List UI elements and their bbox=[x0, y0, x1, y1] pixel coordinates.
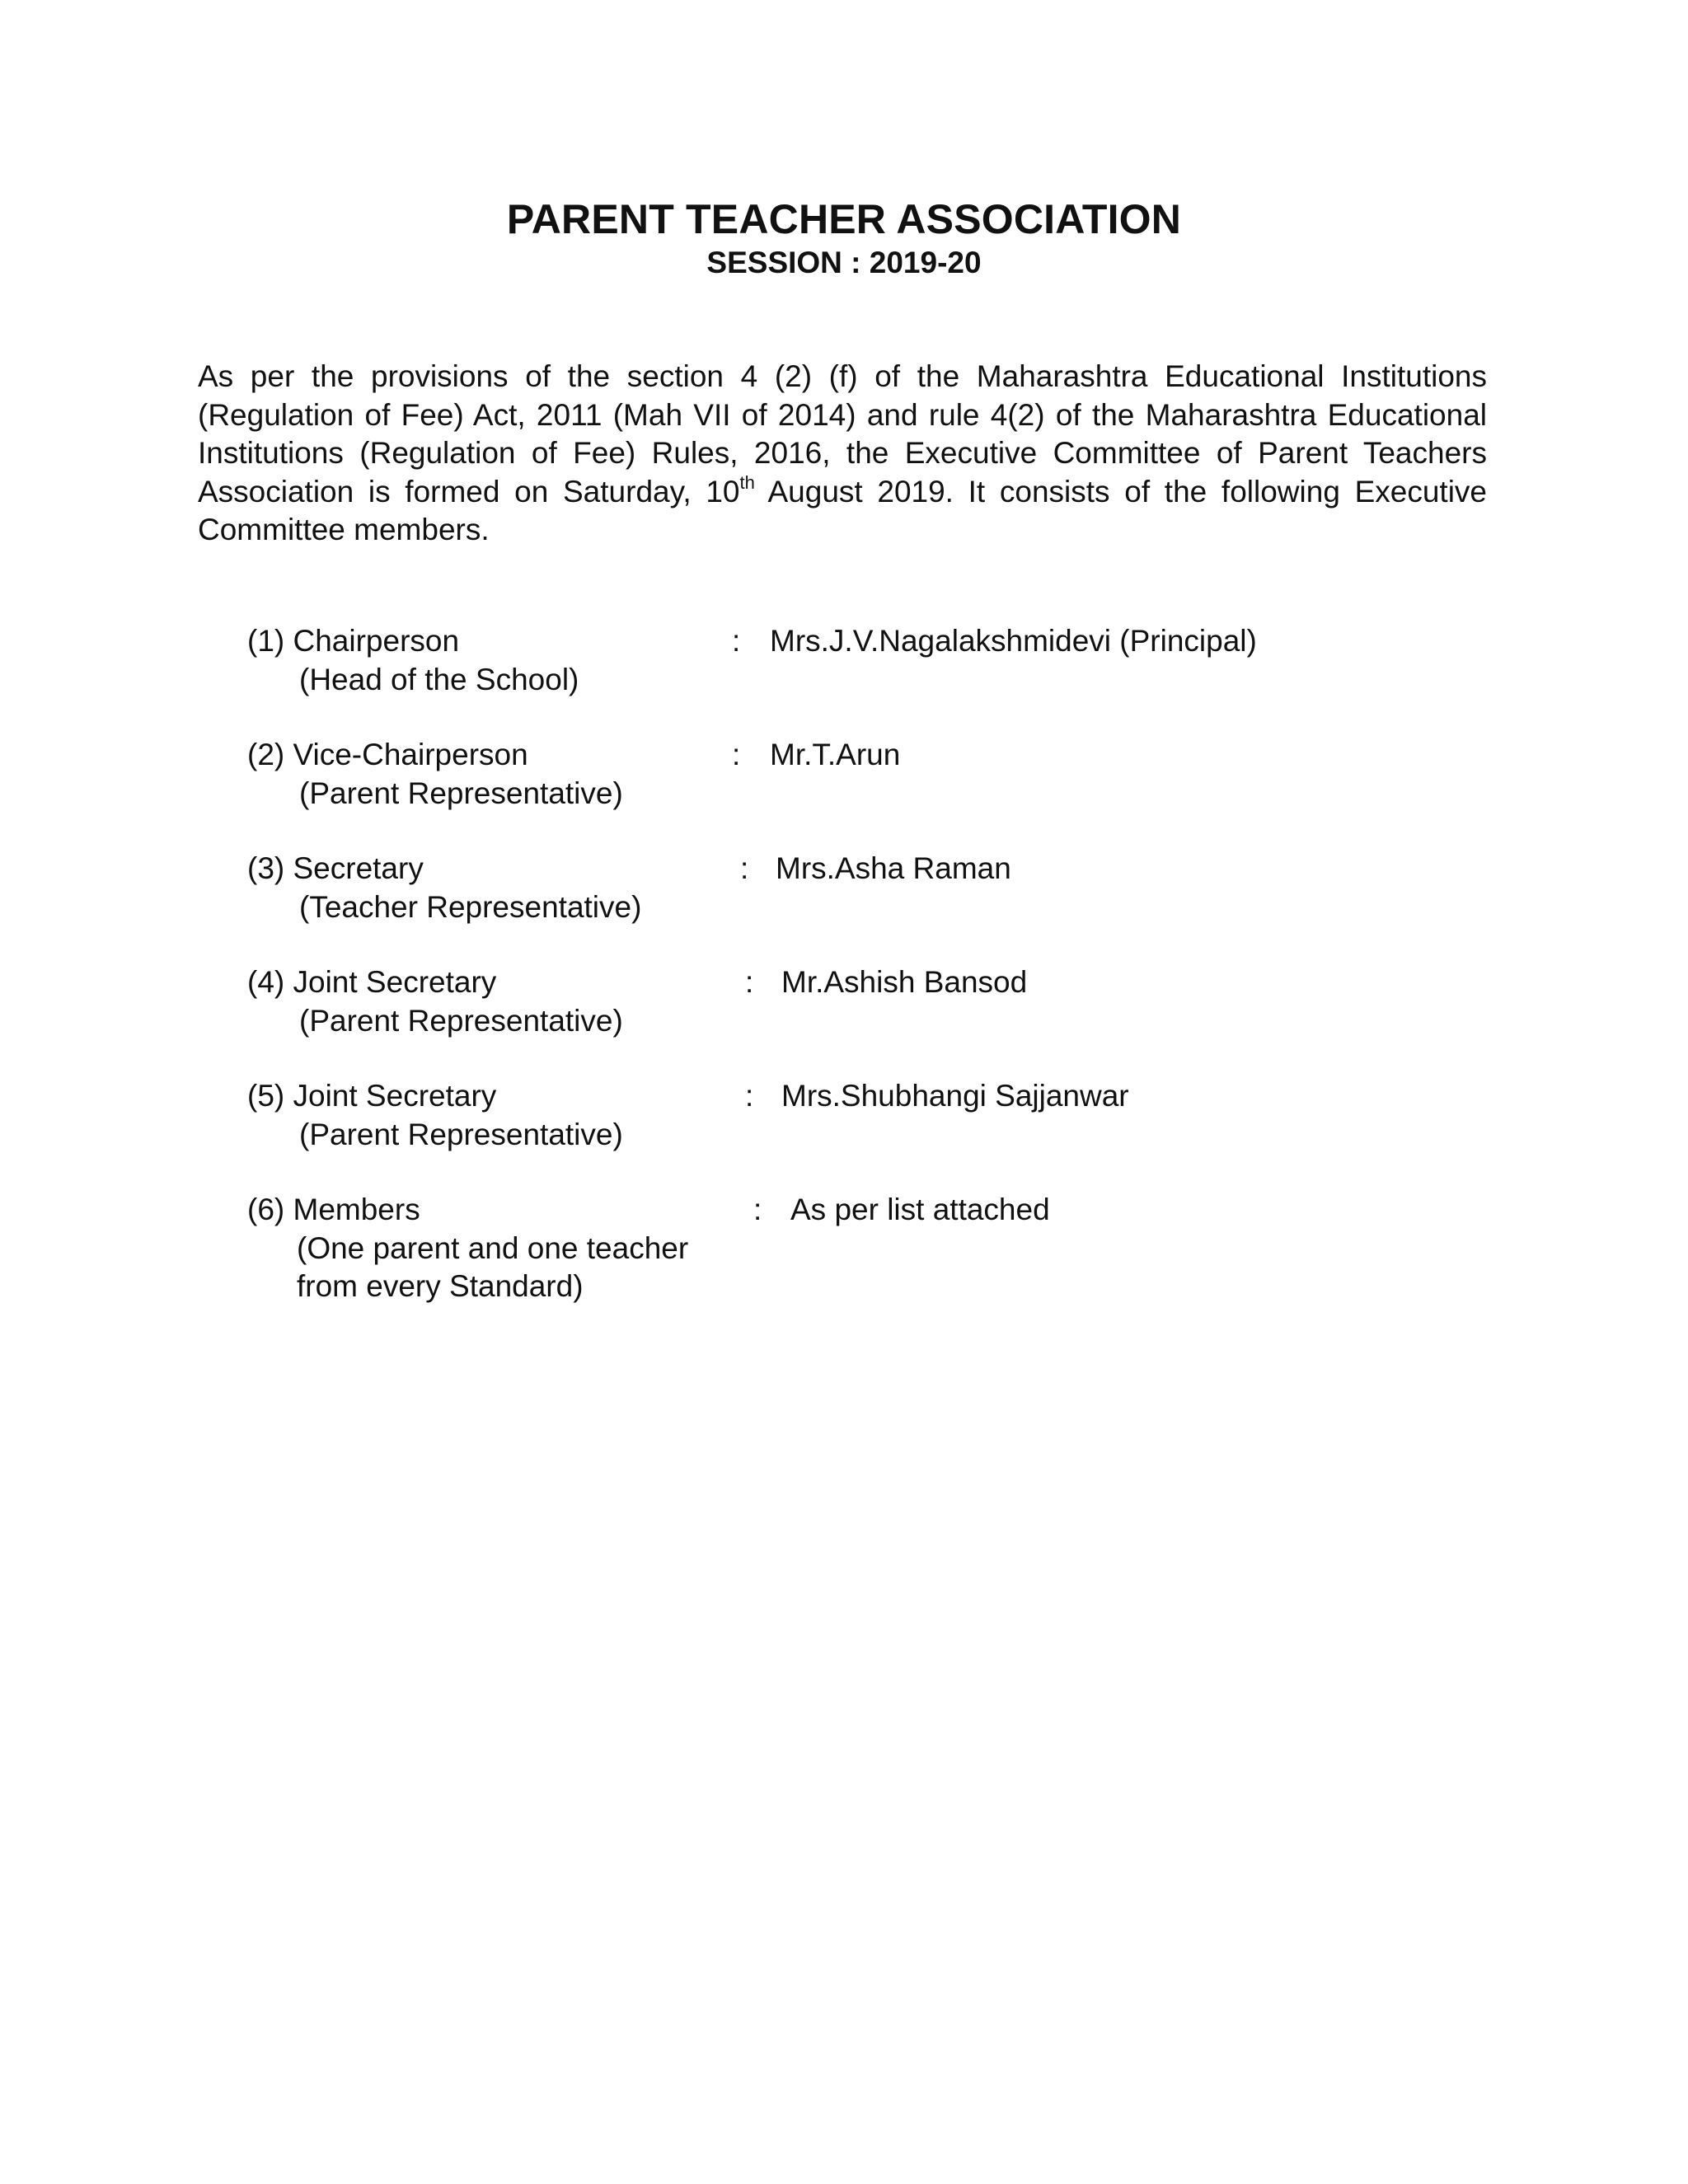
member-role: (1) Chairperson bbox=[247, 624, 460, 658]
member-colon: : bbox=[732, 624, 741, 658]
member-role-description: (One parent and one teacher bbox=[297, 1230, 689, 1265]
member-role: (5) Joint Secretary bbox=[247, 1079, 497, 1113]
member-row-chairperson bbox=[0, 622, 1688, 738]
member-colon: : bbox=[753, 1193, 762, 1226]
member-colon: : bbox=[740, 851, 749, 885]
member-name: Mrs.J.V.Nagalakshmidevi (Principal) bbox=[770, 624, 1257, 658]
date-ordinal-suffix: th bbox=[739, 472, 755, 494]
member-role-description: (Parent Representative) bbox=[299, 1117, 623, 1151]
member-role-description-line-2: from every Standard) bbox=[297, 1269, 584, 1303]
member-name: Mrs.Asha Raman bbox=[776, 851, 1011, 885]
member-role-description: (Head of the School) bbox=[299, 662, 579, 696]
member-row-joint-secretary-2 bbox=[0, 1077, 1688, 1193]
intro-text-start: As per the provisions of the section 4 (2) (f) of the Maharashtra Educational Institutions (Regulation of Fee) Act, 2011 (Mah VII of 2014) and rule 4(2) of the Maharashtra Educational Institutions (Regulation of Fee) Rules, 2016, the Executive Committee of Parent Teachers Association is formed on Saturday, 10 bbox=[198, 359, 1487, 509]
member-row-joint-secretary-1 bbox=[0, 963, 1688, 1079]
member-role: (3) Secretary bbox=[247, 851, 424, 885]
member-row-vice-chairperson bbox=[0, 736, 1688, 851]
member-role: (4) Joint Secretary bbox=[247, 965, 497, 999]
member-role-description: (Parent Representative) bbox=[299, 776, 623, 810]
session-subtitle: SESSION : 2019-20 bbox=[706, 246, 982, 279]
member-role: (2) Vice-Chairperson bbox=[247, 738, 528, 771]
member-row-secretary bbox=[0, 850, 1688, 965]
member-row-members bbox=[0, 1191, 1688, 1347]
member-colon: : bbox=[732, 738, 741, 771]
member-name: Mrs.Shubhangi Sajjanwar bbox=[781, 1079, 1129, 1113]
member-colon: : bbox=[745, 965, 754, 999]
intro-text-end: August 2019. It consists of the following Executive Committee members. bbox=[198, 474, 1488, 546]
member-role-description: (Parent Representative) bbox=[299, 1003, 623, 1038]
member-role: (6) Members bbox=[247, 1193, 420, 1226]
member-role-description: (Teacher Representative) bbox=[299, 889, 642, 924]
member-colon: : bbox=[745, 1079, 754, 1113]
member-name: Mr.T.Arun bbox=[770, 738, 901, 771]
member-name: As per list attached bbox=[790, 1193, 1050, 1226]
member-name: Mr.Ashish Bansod bbox=[781, 965, 1028, 999]
document-title: PARENT TEACHER ASSOCIATION bbox=[506, 196, 1182, 242]
